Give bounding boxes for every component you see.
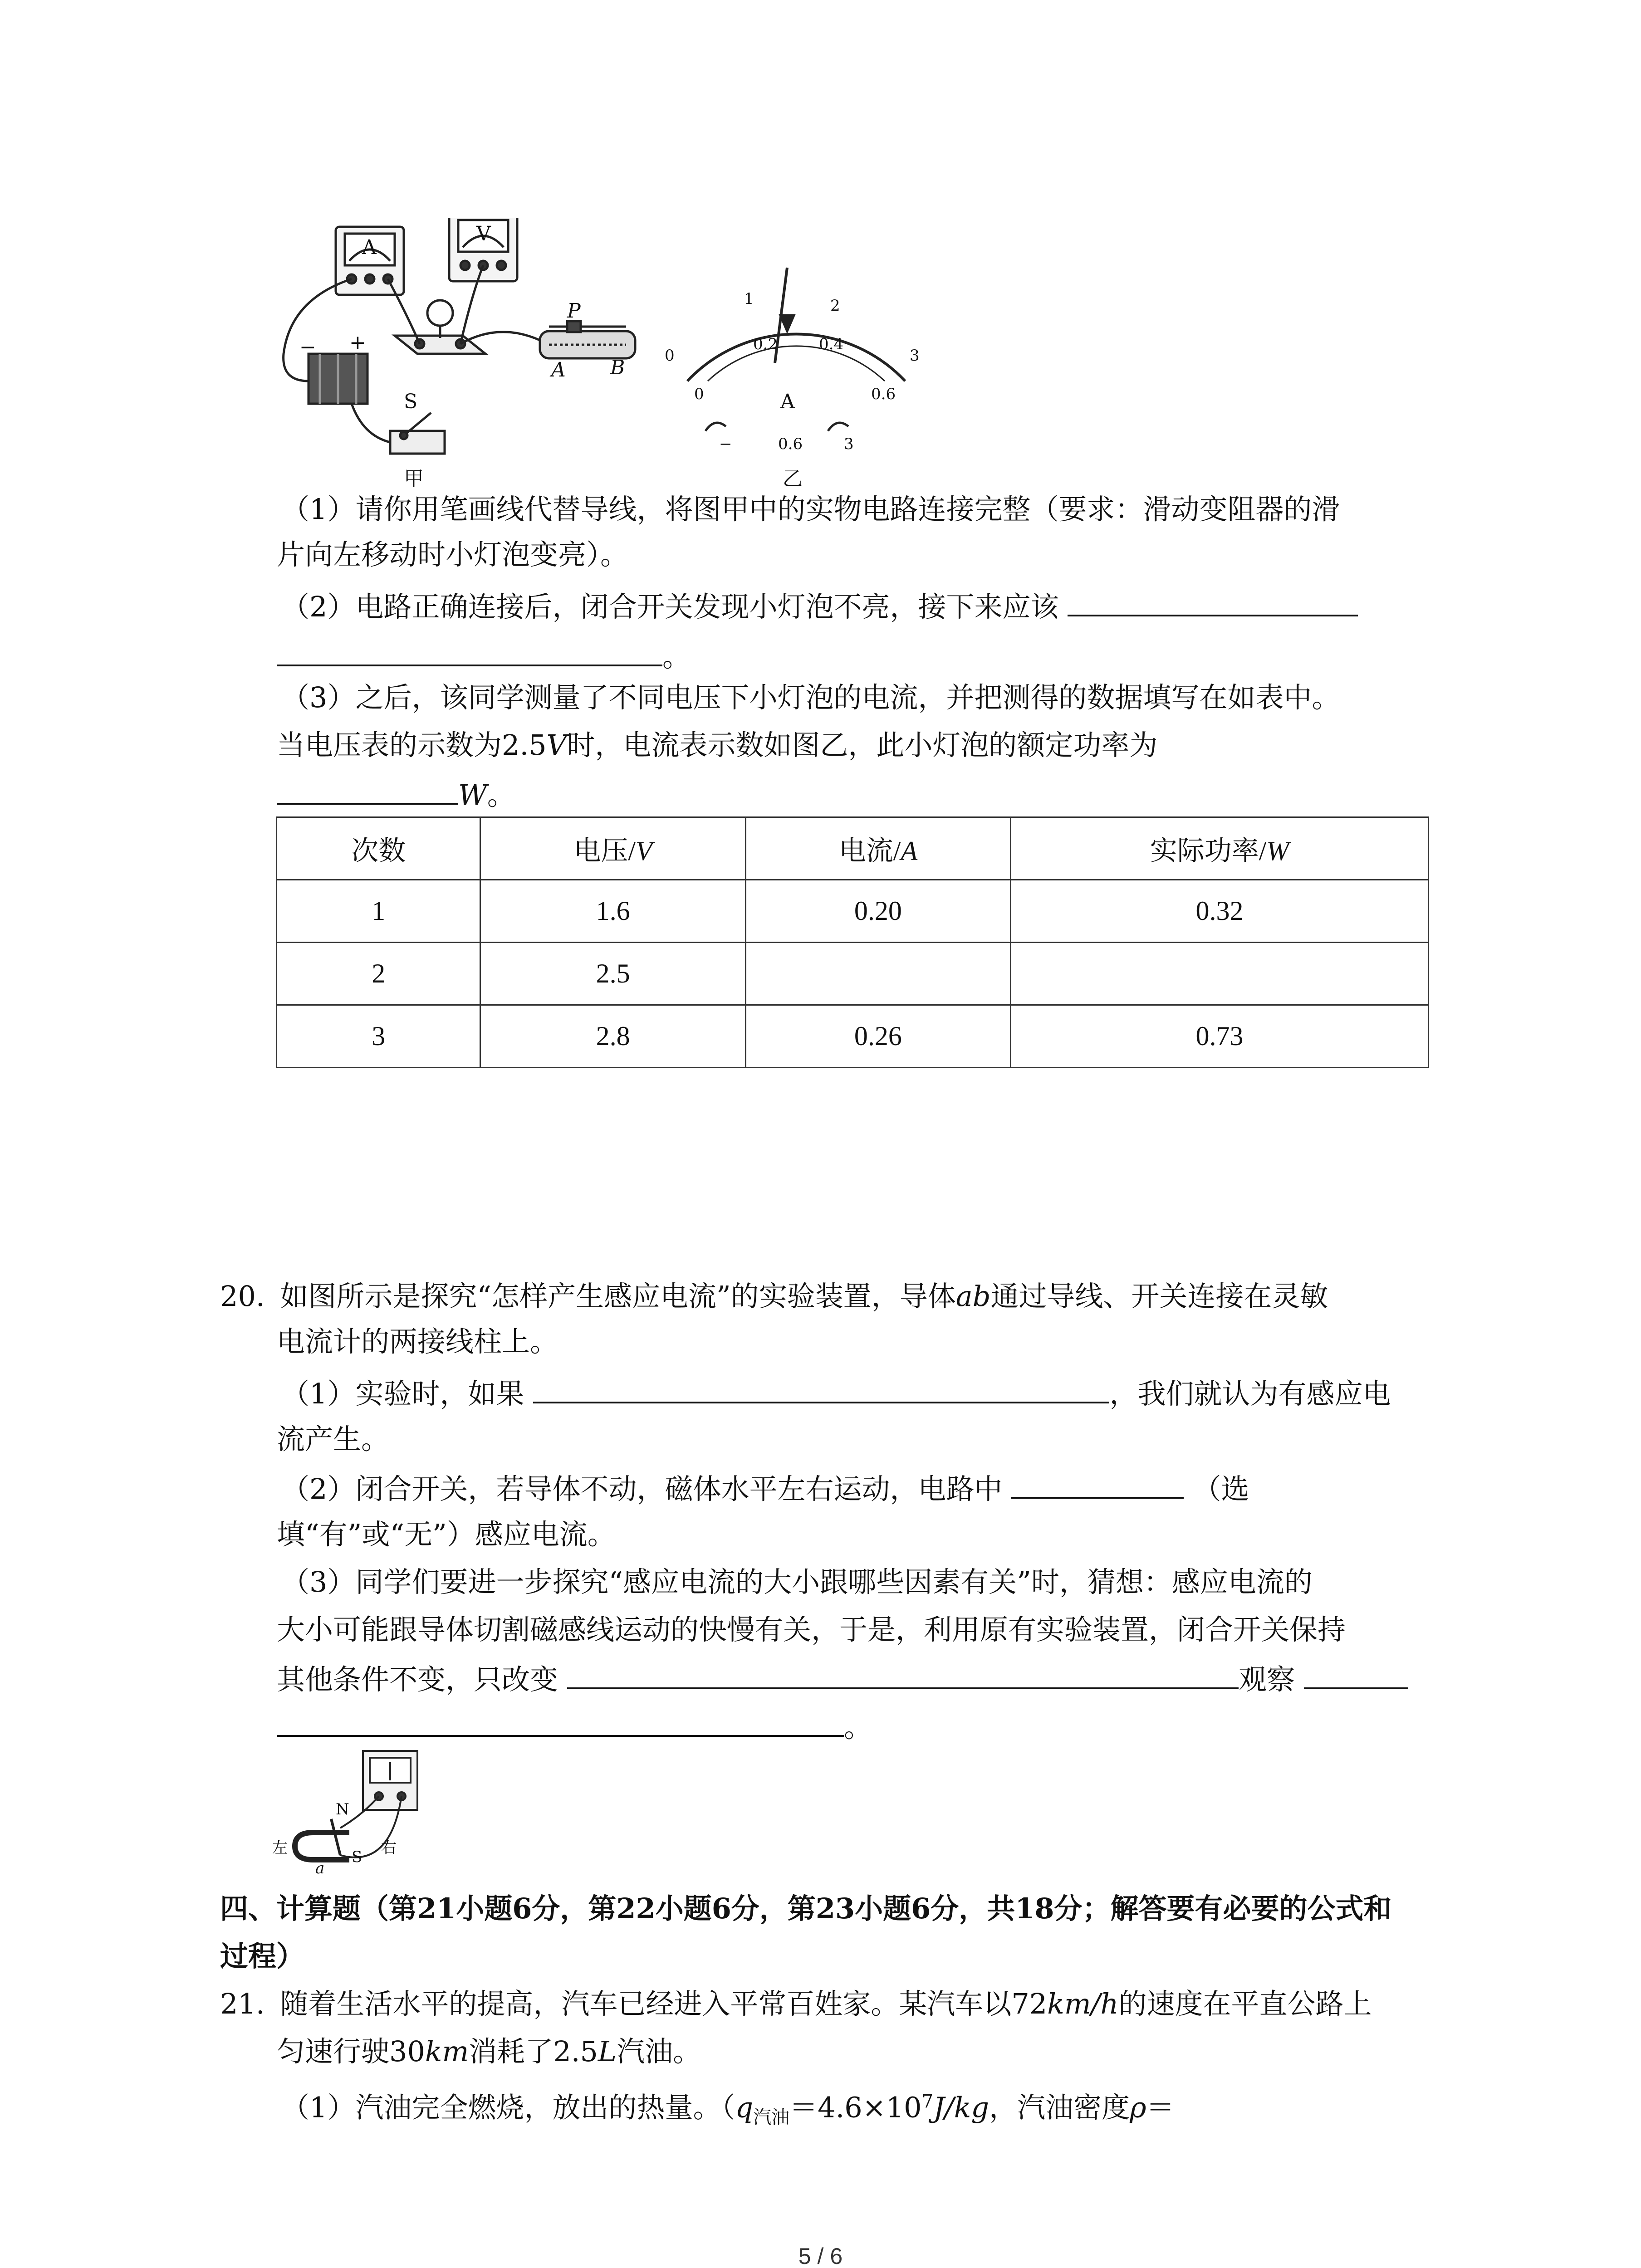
q20-part2-line2: 填“有”或“无”）感应电流。: [277, 1518, 616, 1551]
page-number: 5 / 6: [798, 2244, 843, 2268]
scale-outer-0: 0: [665, 347, 675, 365]
section4-heading-line2: 过程）: [220, 1940, 305, 1973]
q20-part3-blank2[interactable]: [1304, 1656, 1408, 1689]
rheostat-icon: [540, 321, 635, 358]
table-cell-empty[interactable]: [1011, 943, 1429, 1005]
q20-part3-blank1[interactable]: [567, 1656, 1239, 1689]
q20-part1-blank[interactable]: [533, 1370, 1109, 1403]
q21-heat-value-exponent: 7: [921, 2091, 934, 2112]
conductor-ab-icon: [331, 1819, 340, 1855]
table-cell: 0.73: [1011, 1005, 1429, 1068]
q21-number: 21.: [220, 1987, 265, 2020]
q19-part2-end: 。: [662, 640, 691, 673]
q20-part1-line2: 流产生。: [277, 1422, 390, 1456]
label-jia: 甲: [404, 467, 424, 490]
q20-part2-text-a: （2）闭合开关，若导体不动，磁体水平左右运动，电路中: [281, 1472, 1003, 1505]
q19-part2-line2: [277, 633, 691, 679]
voltmeter-symbol: V: [476, 222, 491, 245]
q21-heat-value-number: ＝4.6×10: [789, 2091, 922, 2124]
table-cell: 2.5: [480, 943, 745, 1005]
table-row: [277, 943, 1429, 1005]
bulb-icon: [395, 300, 485, 354]
q21-heat-value-subscript: 汽油: [753, 2107, 790, 2128]
label-yi: 乙: [783, 467, 803, 490]
q20-part3-line3: [277, 1656, 1408, 1701]
q21-part1-text-c: ＝: [1146, 2091, 1175, 2124]
q19-part3-line3: [277, 771, 515, 817]
q20-part3-line1: （3）同学们要进一步探究“感应电流的大小跟哪些因素有关”时，猜想：感应电流的: [281, 1565, 1313, 1598]
meter-dial-icon: [687, 268, 905, 431]
q20-part3-end: 。: [844, 1711, 872, 1744]
q19-part3-text-a: 当电压表的示数为: [277, 728, 502, 762]
q21-distance-value: 30: [389, 2035, 425, 2068]
switch-icon: [390, 413, 445, 454]
q21-text-a: 随着生活水平的提高，汽车已经进入平常百姓家。某汽车以: [280, 1987, 1012, 2020]
rheostat-a: A: [551, 358, 566, 381]
table-cell: 1.6: [480, 880, 745, 943]
q20-line2: 电流计的两接线柱上。: [277, 1325, 558, 1358]
q21-line2: [277, 2030, 701, 2073]
scale-outer-1: 1: [744, 290, 754, 308]
q20-conductor-ab: ab: [955, 1280, 991, 1313]
q20-part1-line1: [281, 1370, 1391, 1416]
table-header-row: [277, 817, 1429, 880]
scale-inner-02: 0.2: [753, 335, 778, 353]
q20-part2-text-b: （选: [1193, 1472, 1249, 1505]
q21-heat-value-symbol: q: [735, 2091, 754, 2124]
table-row: [277, 880, 1429, 943]
q19-part3-line1: （3）之后，该同学测量了不同电压下小灯泡的电流，并把测得的数据填写在如表中。: [281, 681, 1340, 714]
scale-inner-04: 0.4: [819, 335, 844, 353]
rheostat-b: B: [610, 356, 625, 379]
q19-power-blank[interactable]: [277, 771, 458, 805]
induction-left: 左: [272, 1839, 288, 1857]
rheostat-p: P: [567, 299, 581, 323]
q21-density-symbol: ρ: [1130, 2091, 1146, 2124]
table-header: 电压/V: [480, 817, 745, 880]
induction-right: 右: [381, 1839, 397, 1857]
q21-part1-text-a: （1）汽油完全燃烧，放出的热量。（: [281, 2091, 735, 2124]
q21-part1-text-b: ，汽油密度: [989, 2091, 1130, 2124]
q20-number: 20.: [220, 1280, 265, 1313]
q19-power-unit: W: [458, 778, 487, 811]
battery-minus: −: [299, 336, 316, 359]
q19-part2-line1: [281, 583, 1358, 629]
q21-line2-text-a: 匀速行驶: [277, 2035, 390, 2068]
terminal-0-6: 0.6: [778, 435, 803, 453]
table-header: 实际功率/W: [1011, 817, 1429, 880]
q21-line2-text-b: 消耗了: [469, 2035, 554, 2068]
table-cell: 1: [277, 880, 480, 943]
section4-heading-line1: 四、计算题（第21小题6分，第22小题6分，第23小题6分，共18分；解答要有必要的公式和: [220, 1892, 1392, 1925]
q20-part3-line2: 大小可能跟导体切割磁感线运动的快慢有关，于是，利用原有实验装置，闭合开关保持: [277, 1613, 1346, 1646]
q19-voltage-value: 2.5: [502, 728, 547, 762]
battery-icon: [309, 354, 367, 404]
q20-text-a: 如图所示是探究“怎样产生感应电流”的实验装置，导体: [280, 1280, 956, 1313]
induction-s: S: [352, 1848, 362, 1866]
scale-outer-2: 2: [830, 297, 840, 315]
q20-part3-line4: [277, 1703, 872, 1749]
q21-volume-value: 2.5: [553, 2035, 598, 2068]
q21-text-b: 的速度在平直公路上: [1118, 1987, 1372, 2020]
q19-part3-text-b: 时，电流表示数如图乙，此小灯泡的额定功率为: [567, 728, 1158, 762]
q20-part3-text-b: 观察: [1239, 1663, 1295, 1696]
q21-speed-value: 72: [1011, 1987, 1048, 2020]
terminal-minus: −: [719, 435, 732, 453]
q20-part3-text-a: 其他条件不变，只改变: [277, 1663, 558, 1696]
q21-distance-unit: km: [425, 2035, 469, 2068]
battery-plus: +: [349, 331, 366, 354]
q20-part1-text-a: （1）实验时，如果: [281, 1377, 524, 1410]
q19-part1-line2: 片向左移动时小灯泡变亮）。: [277, 538, 629, 571]
meter-unit: A: [780, 390, 795, 413]
q21-part1-line: [281, 2080, 1175, 2139]
q21-line2-text-c: 汽油。: [617, 2035, 701, 2068]
table-cell: 0.20: [745, 880, 1010, 943]
scale-inner-0: 0: [694, 385, 704, 403]
induction-n: N: [336, 1800, 349, 1818]
q20-part2-line1: [281, 1465, 1249, 1511]
table-cell: 2.8: [480, 1005, 745, 1068]
q19-part2-text: （2）电路正确连接后，闭合开关发现小灯泡不亮，接下来应该: [281, 590, 1059, 623]
table-header: 次数: [277, 817, 480, 880]
circuit-figure: [272, 218, 953, 499]
q20-text-b: 通过导线、开关连接在灵敏: [990, 1280, 1328, 1313]
q21-heat-value-unit: J/kg: [933, 2091, 989, 2124]
q19-part3-line2: [277, 723, 1157, 767]
q19-voltage-unit: V: [546, 728, 567, 762]
q20-part2-blank[interactable]: [1011, 1465, 1184, 1499]
table-cell: 3: [277, 1005, 480, 1068]
q21-volume-unit: L: [598, 2035, 617, 2068]
scale-inner-06: 0.6: [871, 385, 896, 403]
table-cell: 2: [277, 943, 480, 1005]
q19-part2-blank[interactable]: [1068, 583, 1358, 616]
q20-line1: [220, 1275, 1328, 1318]
scale-outer-3: 3: [910, 347, 920, 365]
data-table: [276, 816, 1429, 1068]
table-row: [277, 1005, 1429, 1068]
q20-part1-text-b: ，我们就认为有感应电: [1109, 1377, 1391, 1410]
q19-part2-blank-cont[interactable]: [277, 633, 662, 666]
table-cell: 0.26: [745, 1005, 1010, 1068]
induction-a: a: [315, 1859, 325, 1877]
galvanometer-icon: [363, 1751, 417, 1810]
q21-line1: [220, 1982, 1372, 2026]
table-header: 电流/A: [745, 817, 1010, 880]
switch-label: S: [404, 390, 418, 413]
q19-part3-end: 。: [487, 778, 515, 811]
q21-speed-unit: km/h: [1047, 1987, 1119, 2020]
q19-part1-line1: （1）请你用笔画线代替导线，将图甲中的实物电路连接完整（要求：滑动变阻器的滑: [281, 493, 1340, 526]
q20-part3-blank2-cont[interactable]: [277, 1703, 844, 1737]
induction-figure: [272, 1746, 463, 1878]
ammeter-symbol: A: [362, 236, 377, 259]
table-cell-empty[interactable]: [745, 943, 1010, 1005]
terminal-3: 3: [844, 435, 854, 453]
table-cell: 0.32: [1011, 880, 1429, 943]
